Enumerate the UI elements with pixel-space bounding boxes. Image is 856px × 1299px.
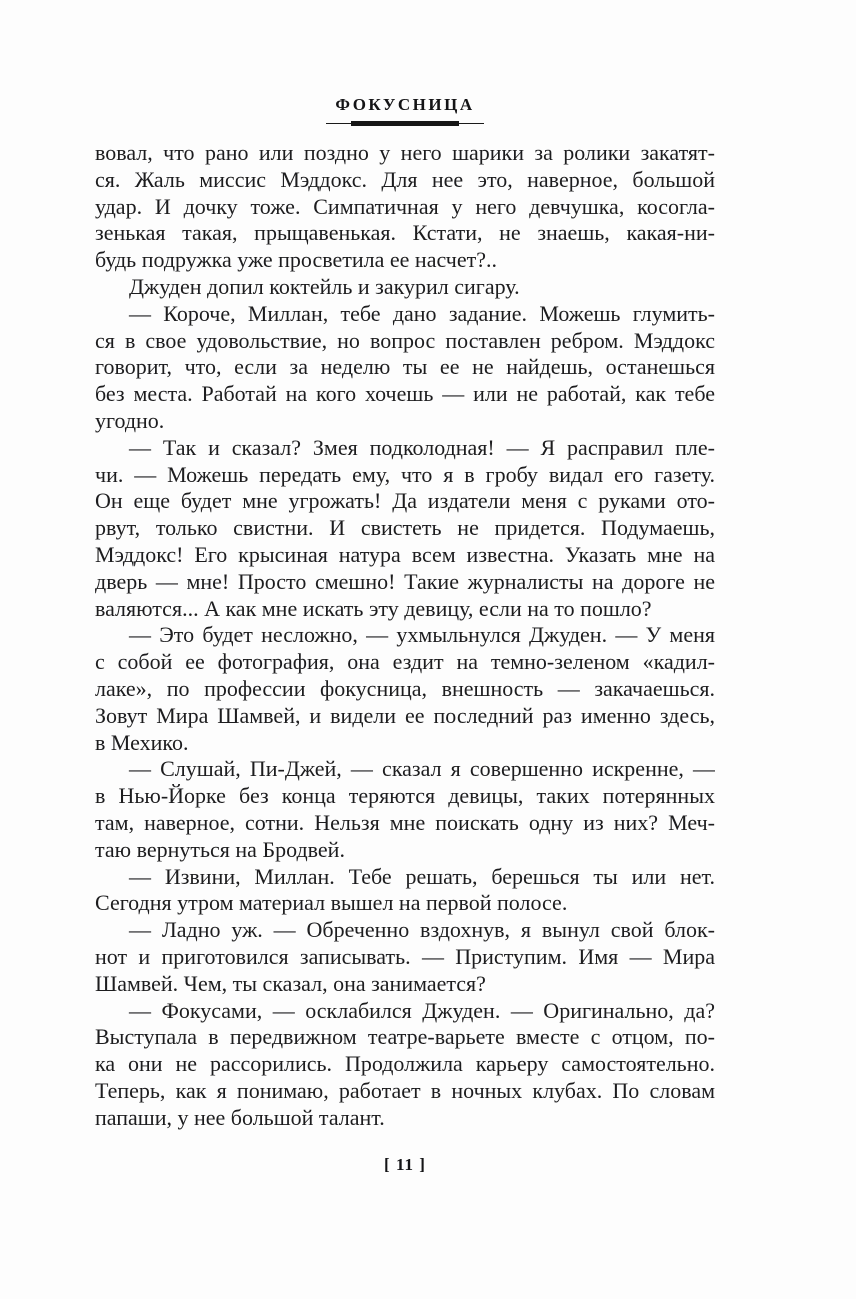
text-line: папаши, у нее большой талант. — [95, 1104, 385, 1130]
text-line: там, наверное, сотни. Нельзя мне поискать одну из них? Меч- — [95, 809, 715, 835]
text-line: — Это будет несложно, — ухмыльнулся Джуден. — У меня — [129, 622, 715, 648]
text-line: — Так и сказал? Змея подколодная! — Я расправил пле- — [129, 434, 715, 460]
paragraph — [95, 917, 715, 997]
body-text — [95, 140, 715, 1131]
paragraph — [95, 864, 715, 918]
text-line: Шамвей. Чем, ты сказал, она занимается? — [95, 970, 486, 996]
text-line: Мэддокс! Его крысиная натура всем известна. Указать мне на — [95, 541, 715, 567]
text-line: вовал, что рано или поздно у него шарики за ролики закатят- — [95, 140, 715, 165]
text-line: лаке», по профессии фокусница, внешность — закачаешься. — [95, 675, 715, 701]
running-header — [95, 0, 715, 126]
text-line: Джуден допил коктейль и закурил сигару. — [129, 273, 520, 299]
page-number: [ 11 ] — [384, 1155, 426, 1175]
text-line: в Мехико. — [95, 729, 189, 755]
paragraph — [95, 998, 715, 1132]
text-line: — Фокусами, — осклабился Джуден. — Оригинально, да? — [129, 997, 715, 1023]
paragraph — [95, 301, 715, 435]
text-line: дверь — мне! Просто смешно! Такие журналисты на дороге не — [95, 568, 715, 594]
text-line: Выступала в передвижном театре-варьете вместе с отцом, по- — [95, 1024, 715, 1050]
text-line: чи. — Можешь передать ему, что я в гробу видал его газету. — [95, 461, 715, 487]
paragraph — [95, 435, 715, 623]
text-line: ка они не рассорились. Продолжила карьеру самостоятельно. — [95, 1051, 715, 1077]
text-line: таю вернуться на Бродвей. — [95, 836, 345, 862]
paragraph — [95, 756, 715, 863]
text-line: — Извини, Миллан. Тебе решать, берешься ты или нет. — [129, 863, 715, 889]
chapter-title: ФОКУСНИЦА — [335, 95, 475, 114]
text-line: — Короче, Миллан, тебе дано задание. Можешь глумить- — [129, 300, 715, 326]
text-line: валяются... А как мне искать эту девицу, если на то пошло? — [95, 595, 652, 621]
title-rule-thick-line — [351, 121, 459, 126]
text-line: Теперь, как я понимаю, работает в ночных клубах. По словам — [95, 1077, 715, 1103]
text-line: без места. Работай на кого хочешь — или не работай, как тебе — [95, 381, 715, 407]
text-line: удар. И дочку тоже. Симпатичная у него девчушка, косогла- — [95, 193, 715, 219]
paragraph — [95, 622, 715, 756]
content-column — [95, 0, 715, 1175]
text-line: угодно. — [95, 407, 165, 433]
paragraph — [95, 140, 715, 274]
title-rule — [326, 121, 484, 126]
text-line: нот и приготовился записывать. — Приступим. Имя — Мира — [95, 943, 715, 969]
text-line: в Нью-Йорке без конца теряются девицы, таких потерянных — [95, 783, 715, 809]
text-line: с собой ее фотография, она ездит на темно-зеленом «кадил- — [95, 649, 715, 675]
text-line: — Ладно уж. — Обреченно вздохнув, я вынул свой блок- — [129, 917, 715, 943]
text-line: рвут, только свистни. И свистеть не придется. Подумаешь, — [95, 515, 715, 541]
text-line: ся. Жаль миссис Мэддокс. Для нее это, наверное, большой — [95, 166, 715, 192]
paragraph — [95, 274, 715, 301]
text-line: — Слушай, Пи-Джей, — сказал я совершенно искренне, — — [129, 756, 715, 782]
text-line: Он еще будет мне угрожать! Да издатели меня с руками ото- — [95, 488, 715, 514]
text-line: Сегодня утром материал вышел на первой полосе. — [95, 890, 568, 916]
text-line: Зовут Мира Шамвей, и видели ее последний раз именно здесь, — [95, 702, 715, 728]
text-line: зенькая такая, прыщавенькая. Кстати, не знаешь, какая-ни- — [95, 220, 715, 246]
page-footer — [95, 1155, 715, 1175]
text-line: будь подружка уже просветила ее насчет?.. — [95, 247, 497, 273]
text-line: ся в свое удовольствие, но вопрос поставлен ребром. Мэддокс — [95, 327, 715, 353]
text-line: говорит, что, если за неделю ты ее не найдешь, останешься — [95, 354, 715, 380]
